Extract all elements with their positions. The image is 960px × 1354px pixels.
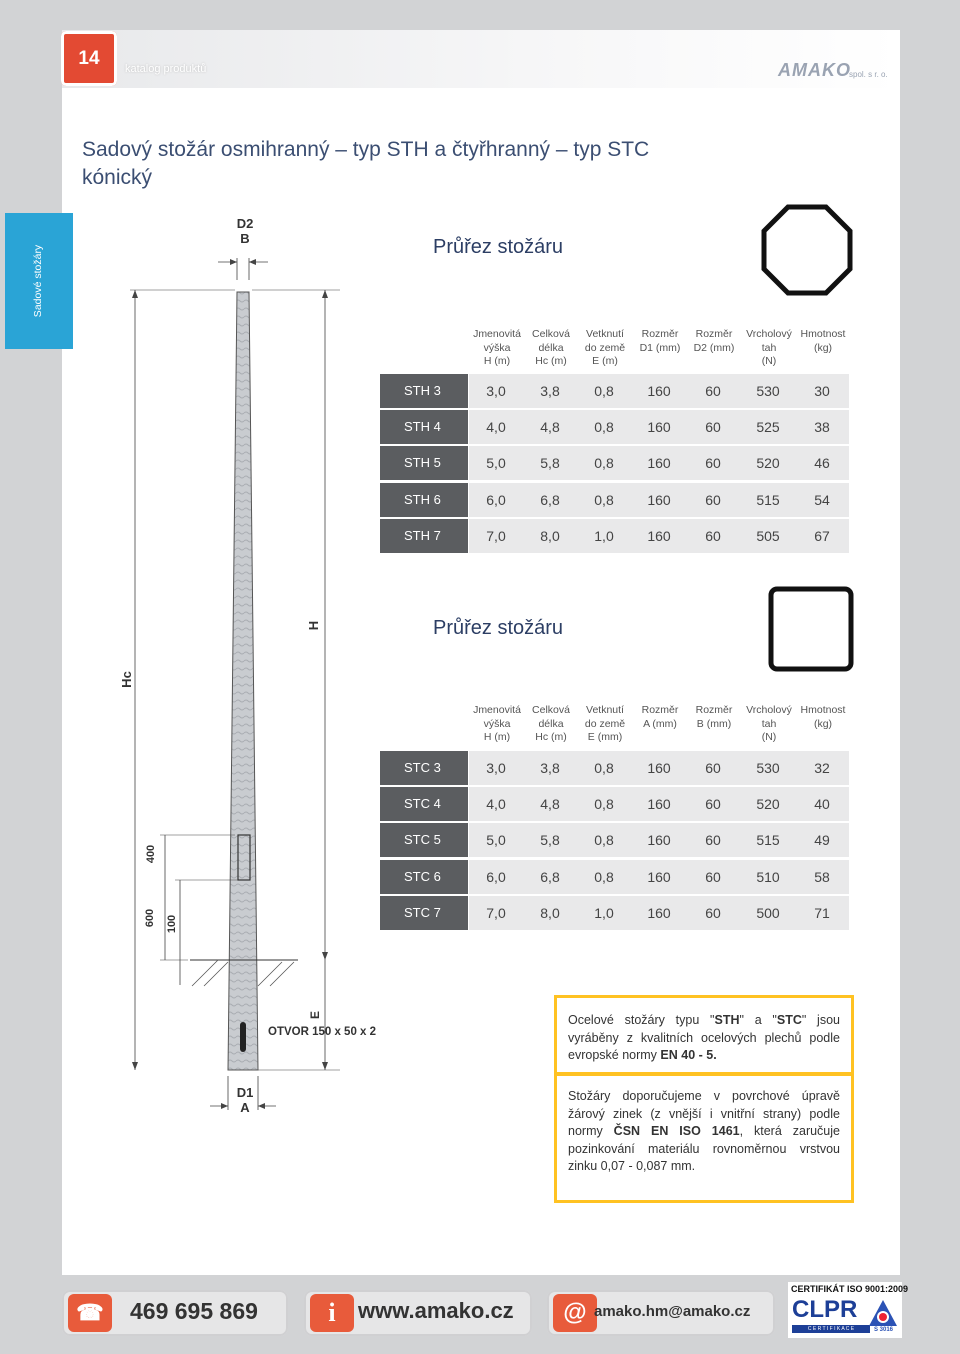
- table-cell: 40: [814, 796, 830, 813]
- table-cell: 60: [705, 868, 721, 885]
- dim-d1: D1: [236, 1085, 254, 1100]
- table-cell: 4,8: [540, 796, 560, 813]
- table-cell: 3,0: [486, 760, 506, 776]
- sth-header-d1: Rozměr D1 (mm): [639, 328, 681, 354]
- sth-table-header: [467, 328, 857, 372]
- table-cell: 160: [647, 383, 671, 399]
- table-cell: 160: [647, 796, 671, 813]
- stc-header-b: Rozměr B (mm): [695, 704, 733, 730]
- at-icon: @: [553, 1294, 597, 1332]
- table-cell: 4,0: [486, 796, 506, 813]
- sth-header-weight: Hmotnost (kg): [800, 328, 846, 354]
- clpr-logo: CLPR: [792, 1296, 858, 1323]
- table-cell: 0,8: [594, 419, 614, 436]
- table-cell: 49: [814, 832, 830, 849]
- table-cell: 3,8: [540, 383, 560, 399]
- table-cell: 5,0: [486, 455, 506, 472]
- table-cell: 58: [814, 868, 830, 885]
- row-label: STH 3: [380, 374, 468, 408]
- table-cell: 500: [756, 904, 780, 921]
- table-cell: 38: [814, 419, 830, 436]
- table-cell: 520: [756, 796, 780, 813]
- sth-header-h: Jmenovitá výška H (m): [473, 328, 521, 367]
- table-cell: 60: [705, 904, 721, 921]
- row-label: STH 7: [380, 519, 468, 553]
- sth-header-e: Vetknutí do země E (m): [584, 328, 626, 367]
- table-cell: 160: [647, 832, 671, 849]
- table-cell: 4,8: [540, 419, 560, 436]
- table-cell: 0,8: [594, 491, 614, 508]
- table-cell: 8,0: [540, 904, 560, 921]
- info-icon: i: [310, 1294, 354, 1332]
- stc-header-tah: Vrcholový tah (N): [746, 704, 792, 743]
- hole-label: OTVOR 150 x 50 x 2: [268, 1026, 377, 1038]
- table-cell: 5,8: [540, 832, 560, 849]
- table-cell: 5,8: [540, 455, 560, 472]
- sth-header-hc: Celková délka Hc (m): [532, 328, 570, 367]
- table-cell: 0,8: [594, 796, 614, 813]
- table-cell: 0,8: [594, 383, 614, 399]
- table-cell: 67: [814, 527, 830, 544]
- dim-e: E: [308, 1010, 323, 1020]
- table-row: [469, 519, 849, 553]
- table-row: [469, 374, 849, 408]
- stc-header-h: Jmenovitá výška H (m): [473, 704, 521, 743]
- sth-header-d2: Rozměr D2 (mm): [693, 328, 735, 354]
- info-box-material: Ocelové stožáry typu "STH" a "STC" jsou vyráběny z kvalitních ocelových plechů podle evropské normy EN 40 - 5.: [554, 995, 854, 1075]
- table-cell: 60: [705, 383, 721, 399]
- stc-header-hc: Celková délka Hc (m): [532, 704, 570, 743]
- dim-600: 600: [144, 908, 157, 928]
- table-cell: 54: [814, 491, 830, 508]
- company-logo: AMAKO: [778, 60, 851, 80]
- table-cell: 0,8: [594, 832, 614, 849]
- table-cell: 60: [705, 796, 721, 813]
- footer-email-text[interactable]: amako.hm@amako.cz: [594, 1303, 751, 1320]
- table-row: [469, 751, 849, 785]
- table-row: [469, 823, 849, 857]
- row-label: STH 5: [380, 446, 468, 480]
- table-cell: 160: [647, 419, 671, 436]
- dim-h: H: [306, 620, 322, 631]
- page-title: Sadový stožár osmihranný – typ STH a čtyřhranný – typ STC kónický: [82, 138, 650, 189]
- table-cell: 6,0: [486, 868, 506, 885]
- table-row: [469, 787, 849, 821]
- info-box-surface: Stožáry doporučujeme v povrchové úpravě žárový zinek (z vnější i vnitřní strany) podle normy ČSN EN ISO 1461, která zaručuje pozinkování materiálu rovnoměrnou vrstvou zinku 0,07 - 0,087 mm.: [554, 1073, 854, 1203]
- table-cell: 60: [705, 491, 721, 508]
- table-row: [469, 446, 849, 480]
- table-cell: 160: [647, 527, 671, 544]
- table-cell: 3,0: [486, 383, 506, 399]
- table-cell: 530: [756, 760, 780, 776]
- table-cell: 160: [647, 904, 671, 921]
- table-cell: 7,0: [486, 904, 506, 921]
- table-row: [469, 410, 849, 444]
- table-cell: 8,0: [540, 527, 560, 544]
- table-row: [469, 860, 849, 894]
- stc-header-a: Rozměr A (mm): [641, 704, 679, 730]
- table-cell: 530: [756, 383, 780, 399]
- table-cell: 1,0: [594, 527, 614, 544]
- row-label: STC 3: [380, 751, 468, 785]
- table-cell: 30: [814, 383, 830, 399]
- dim-top-label: [236, 216, 254, 246]
- table-cell: 60: [705, 760, 721, 776]
- side-tab-label: Sadové stožáry: [32, 244, 44, 318]
- stc-header-e: Vetknutí do země E (mm): [584, 704, 626, 743]
- seal-code: S 3016: [874, 1327, 894, 1333]
- row-label: STC 4: [380, 787, 468, 821]
- table-cell: 32: [814, 760, 830, 776]
- dim-a: A: [240, 1100, 250, 1115]
- company-logo-sub: spol. s r. o.: [849, 70, 888, 79]
- table-cell: 6,8: [540, 868, 560, 885]
- table-cell: 1,0: [594, 904, 614, 921]
- dim-100: 100: [166, 914, 179, 934]
- table-cell: 60: [705, 419, 721, 436]
- table-cell: 520: [756, 455, 780, 472]
- table-cell: 71: [814, 904, 830, 921]
- table-row: [469, 483, 849, 517]
- stc-header-weight: Hmotnost (kg): [800, 704, 846, 730]
- square-section-icon: [768, 586, 854, 672]
- table-cell: 6,0: [486, 491, 506, 508]
- table-cell: 60: [705, 455, 721, 472]
- table-cell: 3,8: [540, 760, 560, 776]
- page-number: 14: [61, 31, 117, 86]
- table-cell: 0,8: [594, 868, 614, 885]
- dim-400: 400: [145, 844, 158, 864]
- table-cell: 525: [756, 419, 780, 436]
- certification-seal-icon: [867, 1298, 899, 1330]
- row-label: STH 6: [380, 483, 468, 517]
- footer-web-text[interactable]: www.amako.cz: [358, 1298, 514, 1323]
- top-bar: [62, 30, 900, 88]
- table-cell: 0,8: [594, 760, 614, 776]
- table-cell: 515: [756, 491, 780, 508]
- sth-header-tah: Vrcholový tah (N): [746, 328, 792, 367]
- octagon-section-icon: [760, 203, 854, 297]
- stc-section-title: Průřez stožáru: [433, 617, 564, 639]
- sth-section-title: Průřez stožáru: [433, 236, 564, 258]
- clpr-sub: C E R T I F I K A C E: [792, 1325, 870, 1333]
- dim-bottom-label: [236, 1085, 254, 1115]
- dim-b: B: [240, 231, 250, 246]
- table-cell: 46: [814, 455, 830, 472]
- table-cell: 515: [756, 832, 780, 849]
- pole-drawing: [100, 210, 380, 1130]
- table-cell: 0,8: [594, 455, 614, 472]
- table-cell: 60: [705, 527, 721, 544]
- table-cell: 510: [756, 868, 780, 885]
- table-row: [469, 896, 849, 930]
- stc-table-header: [467, 704, 857, 748]
- row-label: STC 6: [380, 860, 468, 894]
- table-cell: 160: [647, 491, 671, 508]
- table-cell: 60: [705, 832, 721, 849]
- table-cell: 4,0: [486, 419, 506, 436]
- table-cell: 160: [647, 760, 671, 776]
- footer-phone-text[interactable]: 469 695 869: [130, 1298, 258, 1324]
- row-label: STC 7: [380, 896, 468, 930]
- row-label: STH 4: [380, 410, 468, 444]
- table-cell: 7,0: [486, 527, 506, 544]
- row-label: STC 5: [380, 823, 468, 857]
- cert-label: CERTIFIKÁT ISO 9001:2009: [791, 1284, 909, 1294]
- dim-d2: D2: [236, 216, 254, 231]
- catalog-label: katalog produktů: [125, 63, 207, 75]
- table-cell: 505: [756, 527, 780, 544]
- dim-hc: Hc: [118, 671, 134, 688]
- table-cell: 160: [647, 455, 671, 472]
- table-cell: 5,0: [486, 832, 506, 849]
- table-cell: 160: [647, 868, 671, 885]
- table-cell: 6,8: [540, 491, 560, 508]
- phone-icon: ☎: [68, 1294, 112, 1332]
